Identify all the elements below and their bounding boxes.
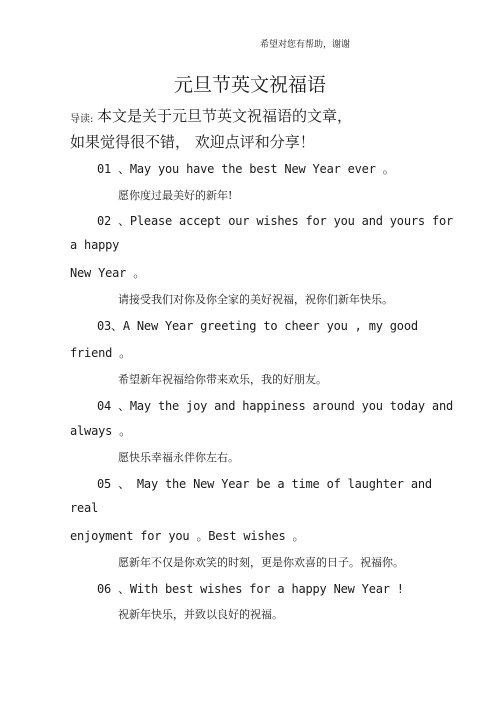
greeting-en-line: 01 、May you have the best New Year ever 。 [97, 162, 395, 176]
page-header: 希望对您有帮助，谢谢 [259, 40, 350, 50]
greeting-en-line: 04 、May the joy and happiness around you today and [97, 399, 454, 413]
greeting-en-line: enjoyment for you 。Best wishes 。 [70, 529, 305, 543]
greeting-en-line: friend 。 [70, 346, 131, 360]
greeting-en-line: New Year 。 [70, 266, 146, 280]
greeting-cn: 愿快乐幸福永伴你左右。 [118, 451, 239, 464]
greeting-en-line: 03、A New Year greeting to cheer you , my good [97, 319, 418, 333]
greeting-en-line: real [70, 501, 99, 515]
page-title: 元旦节英文祝福语 [173, 74, 326, 96]
greeting-cn: 祝新年快乐，并致以良好的祝福。 [118, 608, 283, 621]
greeting-en-line: always 。 [70, 424, 131, 438]
intro-label: 导读: [70, 114, 94, 125]
greeting-en-line: 06 、With best wishes for a happy New Year ! [97, 582, 404, 596]
greeting-en-line: 02 、Please accept our wishes for you and yours for [97, 214, 454, 228]
intro-line-2: 如果觉得很不错， 欢迎点评和分享！ [70, 133, 315, 151]
intro-line-1: 本文是关于元旦节英文祝福语的文章， [97, 107, 353, 125]
greeting-cn: 请接受我们对你及你全家的美好祝福，祝你们新年快乐。 [118, 293, 393, 306]
greeting-cn: 愿新年不仅是你欢笑的时刻，更是你欢喜的日子。祝福你。 [118, 556, 404, 569]
greeting-cn: 愿你度过最美好的新年! [118, 189, 233, 202]
greeting-cn: 希望新年祝福给你带来欢乐，我的好朋友。 [118, 373, 327, 386]
greeting-en-line: 05 、 May the New Year be a time of laughter and [97, 477, 432, 491]
greeting-en-line: a happy [70, 238, 120, 252]
